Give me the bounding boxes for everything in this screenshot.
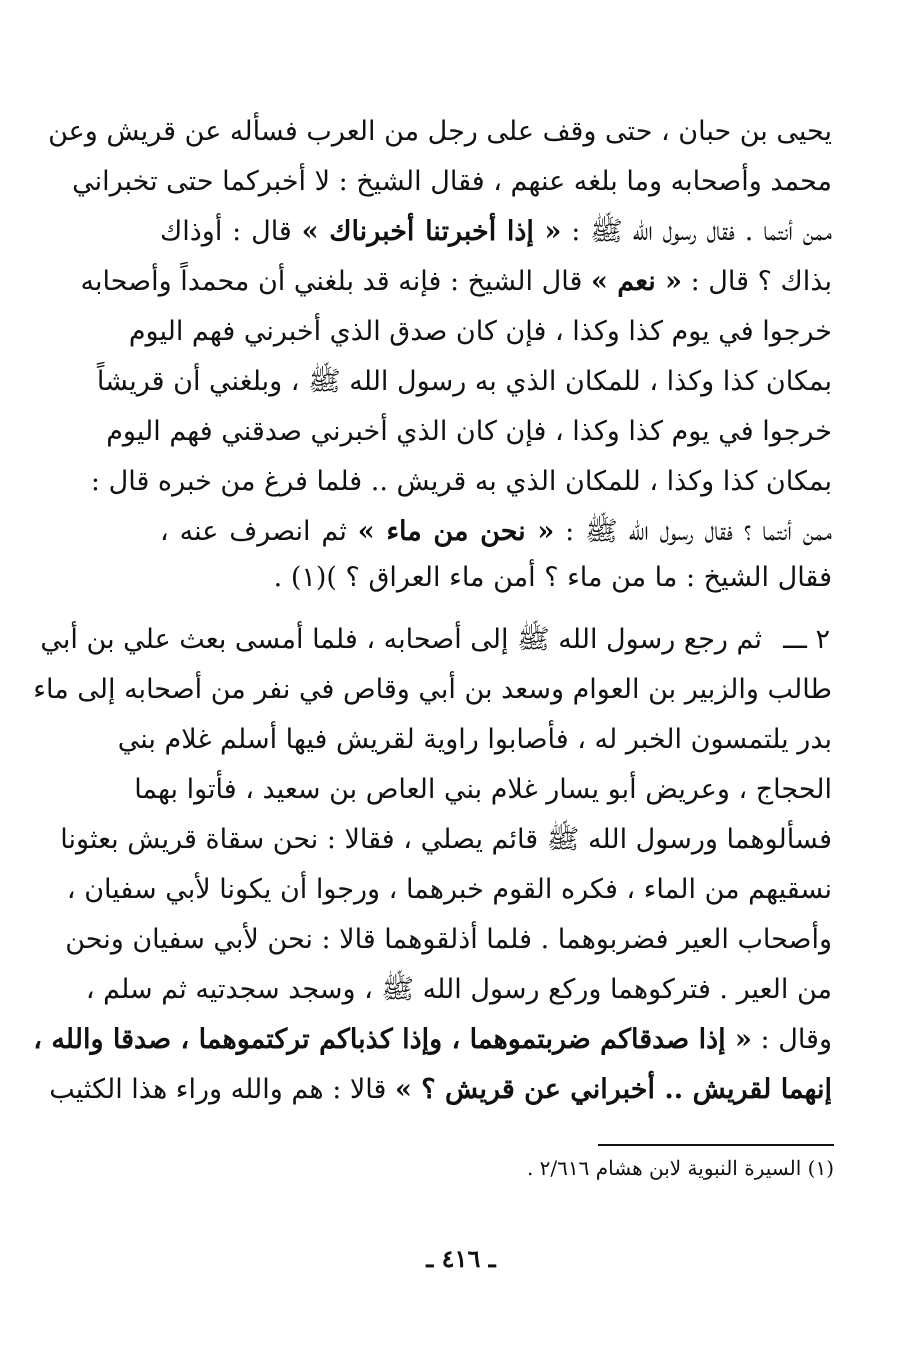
text-line: وأصحاب العير فضربوهما . فلما أذلقوهما قالا : نحن لأبي سفيان ونحن [65, 924, 832, 955]
text-line: فقال الشيخ : ما من ماء ؟ أمن ماء العراق ؟ )(١) . [273, 562, 832, 593]
text-line: خرجوا في يوم كذا وكذا ، فإن كان صدق الذي أخبرني فهم اليوم [128, 316, 832, 347]
quoted-speech: إنهما لقريش .. أخبراني عن قريش ؟ » [395, 1074, 832, 1105]
text-line [49, 1070, 832, 1110]
text-segment: قال : أوذاك [160, 216, 292, 247]
text-line [80, 262, 832, 302]
text-segment: ثم انصرف عنه ، [160, 516, 347, 547]
text-line: نسقيهم من الماء ، فكره القوم خبرهما ، ورجوا أن يكونا لأبي سفيان ، [66, 874, 832, 905]
text-line [160, 512, 832, 552]
quoted-speech: « إذا أخبرتنا أخبرناك » [301, 216, 562, 247]
text-line: من العير . فتركوهما وركع رسول الله ﷺ ، وسجد سجدتيه ثم سلم ، [85, 974, 832, 1005]
text-line: يحيى بن حبان ، حتى وقف على رجل من العرب فسأله عن قريش وعن [48, 116, 832, 147]
quoted-speech: « نحن من ماء » [357, 516, 555, 547]
text-segment: ممن أنتما ؟ فقال رسول الله ﷺ : [565, 516, 833, 547]
text-line: فسألوهما ورسول الله ﷺ قائم يصلي ، فقالا : نحن سقاة قريش بعثونا [60, 824, 832, 855]
text-segment: وقال : [760, 1024, 832, 1055]
footnote: (١) السيرة النبوية لابن هشام ٢/٦١٦ . [526, 1156, 834, 1180]
quoted-speech: « إذا صدقاكم ضربتموهما ، وإذا كذباكم تركتموهما ، صدقا والله ، [33, 1024, 752, 1055]
text-segment: بذاك ؟ قال : [690, 266, 832, 297]
footnote-divider [598, 1144, 834, 1146]
text-line [160, 212, 832, 252]
text-segment: قال الشيخ : فإنه قد بلغني أن محمداً وأصحابه [80, 266, 583, 297]
text-line: خرجوا في يوم كذا وكذا ، فإن كان الذي أخبرني صدقني فهم اليوم [106, 416, 832, 447]
text-line: طالب والزبير بن العوام وسعد بن أبي وقاص في نفر من أصحابه إلى ماء [33, 674, 832, 705]
text-segment: ممن أنتما . فقال رسول الله ﷺ : [571, 216, 832, 247]
text-line [33, 1020, 832, 1060]
text-line: الحجاج ، وعريض أبو يسار غلام بني العاص بن سعيد ، فأتوا بهما [134, 774, 832, 805]
text-line: ثم رجع رسول الله ﷺ إلى أصحابه ، فلما أمسى بعث علي بن أبي [40, 624, 762, 655]
text-line: بدر يلتمسون الخبر له ، فأصابوا راوية لقريش فيها أسلم غلام بني [117, 724, 832, 755]
text-line: بمكان كذا وكذا ، للمكان الذي به قريش .. فلما فرغ من خبره قال : [90, 466, 832, 497]
page-number: ـ ٤١٦ ـ [426, 1244, 496, 1273]
text-segment: قالا : هم والله وراء هذا الكثيب [49, 1074, 387, 1105]
paragraph-number: ٢ ـــ [783, 624, 830, 655]
text-line: محمد وأصحابه وما بلغه عنهم ، فقال الشيخ : لا أخبركما حتى تخبراني [72, 166, 832, 197]
text-line: بمكان كذا وكذا ، للمكان الذي به رسول الله ﷺ ، وبلغني أن قريشاً [96, 366, 832, 397]
quoted-speech: « نعم » [590, 266, 683, 297]
